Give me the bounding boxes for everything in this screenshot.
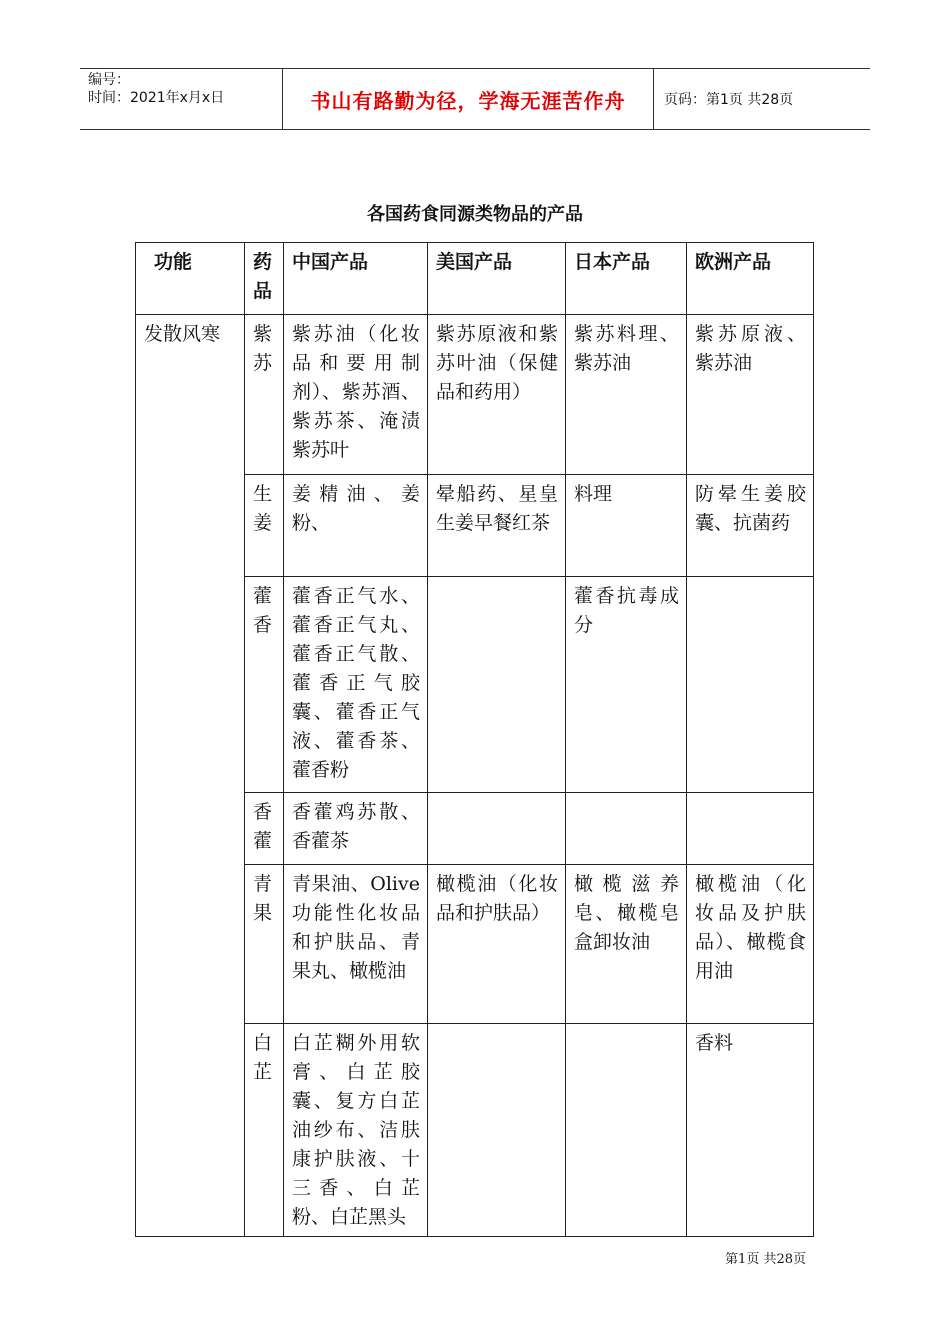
column-header: 美国产品 xyxy=(428,243,566,315)
europe-cell: 紫苏原液、紫苏油 xyxy=(687,315,814,475)
table-row xyxy=(136,315,814,475)
china-cell: 香藿鸡苏散、香藿茶 xyxy=(284,793,428,865)
header-page-info: 页码：第1页 共28页 xyxy=(664,92,794,108)
column-header: 药品 xyxy=(245,243,284,315)
header-meta xyxy=(88,71,282,127)
usa-cell: 晕船药、星皇生姜早餐红茶 xyxy=(428,475,566,577)
europe-cell xyxy=(687,577,814,793)
usa-cell: 紫苏原液和紫苏叶油（保健品和药用） xyxy=(428,315,566,475)
japan-cell xyxy=(566,793,687,865)
column-header: 日本产品 xyxy=(566,243,687,315)
function-cell: 发散风寒 xyxy=(136,315,245,1237)
page-footer: 第1页 共28页 xyxy=(725,1252,806,1267)
europe-cell: 香料 xyxy=(687,1024,814,1237)
header-motto: 书山有路勤为径，学海无涯苦作舟 xyxy=(310,88,626,113)
europe-cell xyxy=(687,793,814,865)
china-cell: 姜精油、姜粉、 xyxy=(284,475,428,577)
japan-cell xyxy=(566,1024,687,1237)
usa-cell xyxy=(428,793,566,865)
japan-cell: 藿香抗毒成分 xyxy=(566,577,687,793)
drug-cell: 青果 xyxy=(245,865,284,1024)
japan-cell: 橄榄滋养皂、橄榄皂盒卸妆油 xyxy=(566,865,687,1024)
serial-number-label: 编号： xyxy=(88,72,130,88)
column-header: 欧洲产品 xyxy=(687,243,814,315)
table-header-row xyxy=(136,243,814,315)
header-divider xyxy=(653,69,654,129)
page-header xyxy=(80,68,870,130)
europe-cell: 防晕生姜胶囊、抗菌药 xyxy=(687,475,814,577)
column-header: 功能 xyxy=(136,243,245,315)
drug-cell: 藿香 xyxy=(245,577,284,793)
china-cell: 白芷糊外用软膏、白芷胶囊、复方白芷油纱布、洁肤康护肤液、十三香、白芷粉、白芷黑头 xyxy=(284,1024,428,1237)
drug-cell: 紫苏 xyxy=(245,315,284,475)
drug-cell: 白芷 xyxy=(245,1024,284,1237)
china-cell: 青果油、Olive功能性化妆品和护肤品、青果丸、橄榄油 xyxy=(284,865,428,1024)
date-label: 时间：2021年x月x日 xyxy=(88,90,225,106)
document-title: 各国药食同源类物品的产品 xyxy=(367,204,583,225)
europe-cell: 橄榄油（化妆品及护肤品）、橄榄食用油 xyxy=(687,865,814,1024)
column-header: 中国产品 xyxy=(284,243,428,315)
products-table xyxy=(135,242,814,1237)
drug-cell: 生姜 xyxy=(245,475,284,577)
japan-cell: 紫苏料理、紫苏油 xyxy=(566,315,687,475)
usa-cell xyxy=(428,577,566,793)
china-cell: 藿香正气水、藿香正气丸、藿香正气散、藿香正气胶囊、藿香正气液、藿香茶、藿香粉 xyxy=(284,577,428,793)
japan-cell: 料理 xyxy=(566,475,687,577)
usa-cell: 橄榄油（化妆品和护肤品） xyxy=(428,865,566,1024)
drug-cell: 香藿 xyxy=(245,793,284,865)
usa-cell xyxy=(428,1024,566,1237)
china-cell: 紫苏油（化妆品和要用制剂）、紫苏酒、紫苏茶、淹渍紫苏叶 xyxy=(284,315,428,475)
